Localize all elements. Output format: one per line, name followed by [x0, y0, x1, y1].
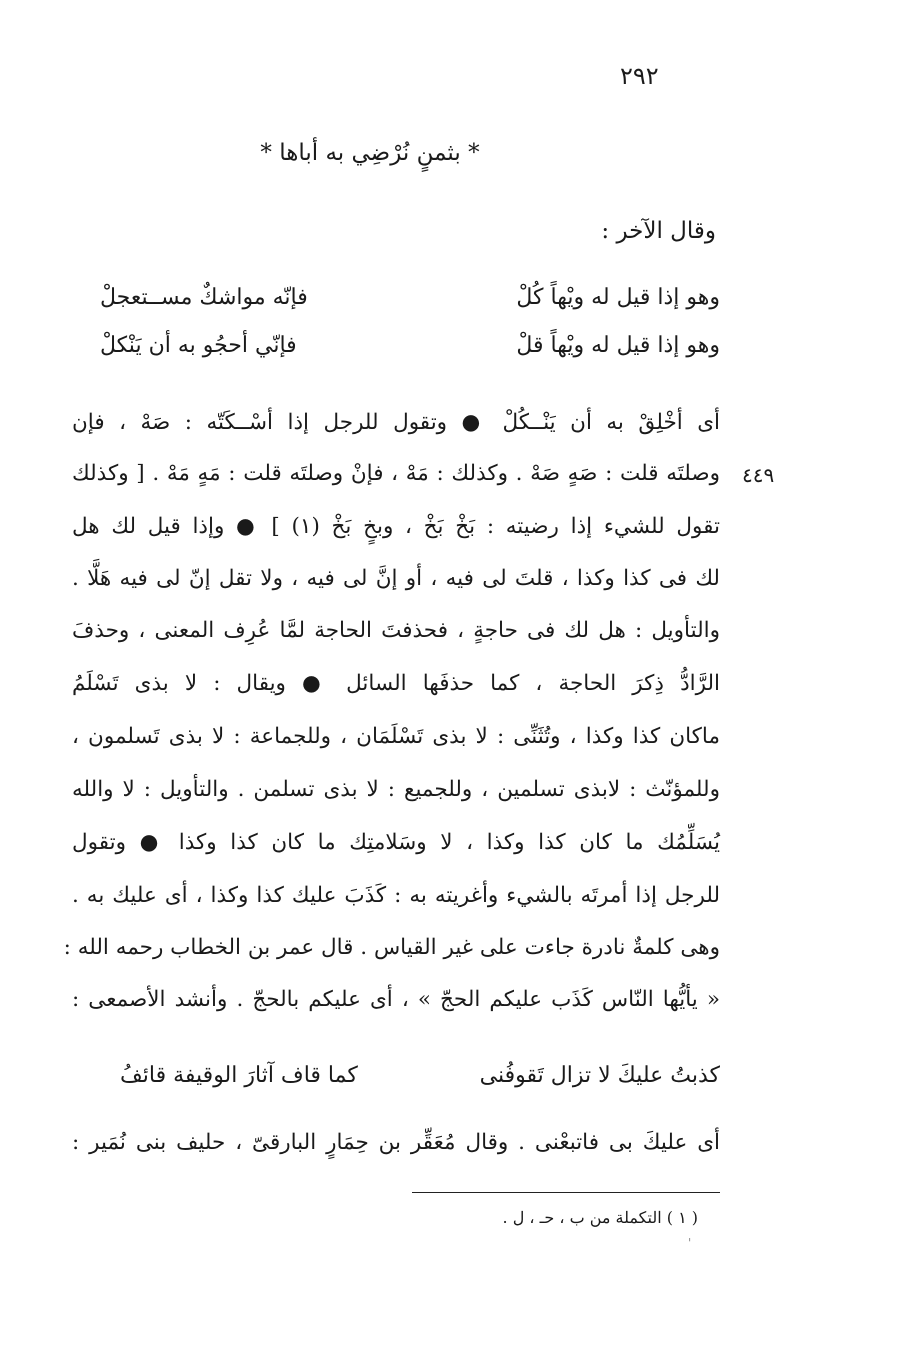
text-line: وللمؤنّث : لابذى تسلمين ، وللجميع : لا بذى تسلمن . والتأويل : لا والله [72, 777, 720, 802]
text-line: يُسَلِّمُك ما كان كذا وكذا ، لا وسَلامتِك ما كان كذا وكذا ● وتقول [72, 830, 720, 855]
margin-number: ٤٤٩ [742, 463, 775, 487]
verse-second-hemistich: كما قاف آثارَ الوقيفة قائفُ [120, 1063, 358, 1088]
verse-header: * بثمنٍ نُرْضِي به أباها * [260, 140, 480, 166]
text-line: ماكان كذا وكذا ، وتُثَنِّى : لا بذى تَسْلَمَان ، وللجماعة : لا بذى تَسلمون ، [72, 724, 720, 749]
verse-line [100, 285, 720, 319]
attribution-line: وقال الآخر : [601, 218, 716, 244]
verse-second-hemistich: فإنّه مواشكٌ مســتعجلْ [100, 285, 308, 310]
verse-first-hemistich: وهو إذا قيل له ويْهاً كُلْ [516, 285, 720, 310]
text-line: تقول للشيء إذا رضيته : بَخْ بَخْ ، وبخٍ بَخْ (١) ] ● وإذا قيل لك هل [72, 514, 720, 539]
text-line: للرجل إذا أمرتَه بالشيء وأغريته به : كَذَبَ عليك كذا وكذا ، أى عليك به . [72, 883, 720, 908]
footnote: ( ١ ) التكملة من ب ، حـ ، ل . [502, 1208, 698, 1227]
text-line: وهى كلمةٌ نادرة جاءت على غير القياس . قال عمر بن الخطاب رحمه الله : [63, 935, 720, 960]
verse-first-hemistich: كذبتُ عليكَ لا تزال تَقوفُنى [479, 1063, 720, 1088]
text-line: لك فى كذا وكذا ، قلتَ لى فيه ، أو إنَّ لى فيه ، ولا تقل إنّ لى فيه هَلَّا . [72, 566, 720, 591]
text-line: « يأيُّها النّاس كَذَب عليكم الحجّ » ، أى عليكم بالحجّ . وأنشد الأصمعى : [72, 987, 720, 1012]
text-line: وصلتَه قلت : صَهٍ صَهْ . وكذلك : مَهْ ، فإنْ وصلتَه قلت : مَهٍ مَهْ . [ وكذلك [72, 461, 720, 486]
footnote-rule [412, 1192, 720, 1193]
text-line: أى أخْلِقْ به أن يَنْــكُلْ ● وتقول للرجل إذا أسْــكَتّه : صَهْ ، فإن [72, 410, 720, 435]
verse-line [120, 1063, 720, 1097]
verse-second-hemistich: فإنّي أحجُو به أن يَنْكلْ [100, 333, 297, 358]
ink-mark: ' [688, 1236, 692, 1250]
text-line: والتأويل : هل لك فى حاجةٍ ، فحذفتَ الحاجة لمَّا عُرِف المعنى ، وحذفَ [72, 618, 720, 643]
page-number: ٢٩٢ [620, 62, 659, 90]
text-line: الرَّادُّ ذِكرَ الحاجة ، كما حذفَها السائل ● ويقال : لا بذى تَسْلَمُ [72, 671, 720, 696]
verse-first-hemistich: وهو إذا قيل له ويْهاً قلْ [516, 333, 720, 358]
text-line: أى عليكَ بى فاتبعْنى . وقال مُعَقِّر بن حِمَارٍ البارقىّ ، حليف بنى نُمَير : [72, 1130, 720, 1155]
verse-line [100, 333, 720, 367]
